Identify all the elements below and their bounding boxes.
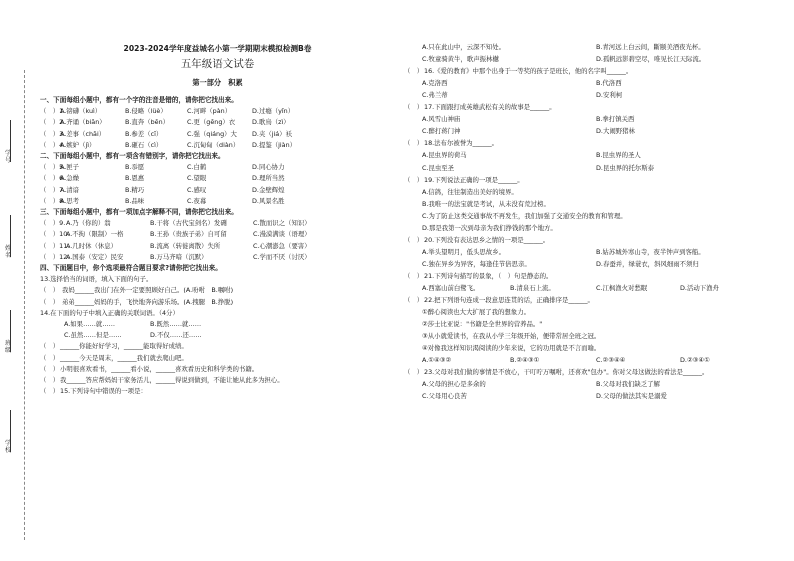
option[interactable]: A.举头望明月，低头思故乡。 <box>422 247 505 256</box>
option[interactable]: B.父母对我们缺乏了解 <box>596 380 660 389</box>
part-title: 第一部分 积累 <box>192 78 243 87</box>
option[interactable]: C.昆虫至圣 <box>422 163 455 172</box>
option[interactable]: A.不拘（限制）一格 <box>66 230 124 239</box>
sec3-heading: 三、下面每组小题中，都有一项加点字解释不同，请你把它找出来。 <box>40 208 238 216</box>
option[interactable]: C.弗兰蒂 <box>422 91 448 100</box>
option[interactable]: D.昆虫界的托尔斯泰 <box>596 163 655 172</box>
option[interactable]: C.感叹 <box>187 185 207 194</box>
exam-subtitle: 五年级语文试卷 <box>180 58 255 70</box>
statement: ④对像我这样知识渴阅读的少年来说，它的功用就是不言而喻。 <box>422 344 601 353</box>
answer-blank[interactable]: （ ）1. <box>40 107 66 116</box>
answer-blank[interactable]: （ ）10. <box>40 230 70 239</box>
school-line[interactable] <box>10 410 11 452</box>
option[interactable]: C.白鹤 <box>187 163 207 172</box>
answer-blank[interactable]: （ ）2. <box>40 118 66 127</box>
option[interactable]: C.牧童骑黄牛，歌声振林樾 <box>422 55 499 64</box>
left-column <box>40 0 395 561</box>
option[interactable]: A.国泰（安定）民安 <box>66 252 124 261</box>
statement: B.我唯一的法宝就是考试，从未没有荒过榜。 <box>422 199 550 208</box>
option[interactable]: A.几时休（休息） <box>66 241 118 250</box>
answer-blank[interactable]: （ ）5. <box>40 163 66 172</box>
sec2-heading: 二、下面每组小题中，都有一项含有错别字，请你把它找出来。 <box>40 152 225 160</box>
option[interactable]: D.活动下渔舟 <box>680 284 719 292</box>
option[interactable]: A.西塞山前白鹭飞。 <box>422 284 480 292</box>
answer-blank[interactable]: （ ） <box>40 342 60 351</box>
option[interactable]: A.昆虫界的荷马 <box>422 151 467 160</box>
binding-label-student-id: 学号 <box>4 150 11 164</box>
option[interactable]: C.强（qiáng）大 <box>187 129 237 138</box>
option[interactable]: C.心潮澎急（要害） <box>253 241 311 250</box>
question-13: 13.选择恰当的词语，填入下面的句子。 <box>40 275 153 284</box>
question: 19.下列说法正确的一项是______。 <box>424 175 524 184</box>
answer-blank[interactable]: （ ） <box>40 286 60 295</box>
question: 21.下列诗句描写的景象，（ ）句是静态的。 <box>424 271 553 280</box>
option[interactable]: A.匣子 <box>60 163 80 172</box>
conjunction-option[interactable]: D.不仅……还…… <box>150 331 202 340</box>
option[interactable]: B.王孙（贵族子弟）自可留 <box>150 230 227 239</box>
option[interactable]: D.歌鳥（zì） <box>252 118 290 127</box>
option[interactable]: C.父母用心良苦 <box>422 392 467 401</box>
option[interactable]: A.齐诵（biān） <box>60 118 106 127</box>
question-14: 14.在下面的句子中填入正确的关联词语。（4分） <box>40 308 179 317</box>
answer-blank[interactable]: （ ） <box>404 67 424 76</box>
option[interactable]: B.②④③① <box>510 356 540 365</box>
q14-sentence: ______今天是周末，______我们就去爬山吧。 <box>60 353 188 362</box>
option[interactable]: C.夜幕 <box>187 196 207 205</box>
question: 17.下面跟打成英雄武松有关的故事是______。 <box>424 103 556 112</box>
option[interactable]: D.父母的做法其实是溺爱 <box>596 392 667 401</box>
option[interactable]: D.大闹野猪林 <box>596 127 635 136</box>
option[interactable]: B.砸石（cì） <box>125 140 163 149</box>
option[interactable]: A.乃（你的）翁 <box>66 219 111 228</box>
conjunction-option[interactable]: A.如果……就…… <box>64 320 116 328</box>
binding-label-name: 姓名 <box>4 245 11 259</box>
option[interactable]: C.更（gēng）衣 <box>187 118 236 127</box>
sec4-heading: 四、下面题目中，你个选项最符合题目要求?请你把它找出来。 <box>40 264 222 272</box>
option[interactable]: B.品味 <box>125 196 145 205</box>
option[interactable]: B.直奔（bēn） <box>125 118 170 127</box>
option[interactable]: D.②③④① <box>680 356 710 365</box>
answer-blank[interactable]: （ ）4. <box>40 140 66 149</box>
option[interactable]: A.风雪山神庙 <box>422 115 461 124</box>
option[interactable]: A.思考 <box>60 196 80 205</box>
q14-sentence: 我______答应帮妈妈干家务活儿，______得说到做到，不能让她从此多为担心。 <box>60 376 284 384</box>
answer-blank[interactable]: （ ）9. <box>40 219 66 228</box>
question: 23.父母对我们做的事情是不放心，干叮咛万嘱咐，还喜欢"包办"。你对父母这做法的看法是______。 <box>424 368 709 377</box>
answer-blank[interactable]: （ ） <box>404 103 424 112</box>
option[interactable]: B.万马齐喑（沉默） <box>150 252 208 261</box>
option[interactable]: A.父母的担心是多余的 <box>422 380 486 389</box>
statement: ②莎士比亚说："书籍是全世界的营养品。" <box>422 320 543 329</box>
right-column <box>404 0 784 561</box>
q14-sentence: ______你能好好学习，______能取得好成绩。 <box>60 342 188 351</box>
option[interactable]: C.望眼 <box>187 174 207 183</box>
binding-label-school: 学校 <box>4 440 11 454</box>
option[interactable]: C.散而识之（知识） <box>253 219 311 228</box>
statement: C.为了防止这类交通事故不再发生，我们加强了交通安全的教育和管理。 <box>422 211 627 220</box>
option[interactable]: B.姑苏城外寒山寺，夜半钟声到客船。 <box>596 247 705 256</box>
option[interactable]: C.漫漠满谈（语理） <box>253 230 311 239</box>
option[interactable]: B.青河远上白云间，斷颐美酒夜光杯。 <box>596 43 705 51</box>
option[interactable]: A.清谙 <box>60 185 80 194</box>
statement: D.那是我第一次到母亲为我们挣钱的那个地方。 <box>422 223 557 232</box>
option[interactable]: A.镑礴（kuì） <box>60 107 102 116</box>
option[interactable]: B.精巧 <box>125 185 145 194</box>
option[interactable]: B.代洛西 <box>596 79 622 88</box>
option[interactable]: D.安利柯 <box>596 91 623 100</box>
conjunction-option[interactable]: B.既然……就…… <box>150 320 202 328</box>
question: 20.下列没有表达思乡之情的一项是______。 <box>424 235 550 244</box>
answer-blank[interactable]: （ ） <box>404 368 424 377</box>
answer-blank[interactable]: （ ）8. <box>40 196 66 205</box>
option[interactable]: B.忝愿 <box>125 163 145 172</box>
answer-blank[interactable]: （ ） <box>40 364 60 373</box>
option[interactable]: A.嫉妒（jì） <box>60 140 96 149</box>
answer-blank[interactable]: （ ） <box>404 175 424 184</box>
option[interactable]: B.侵略（lüè） <box>125 107 167 116</box>
option[interactable]: D.过瘾（yǐn） <box>252 107 295 116</box>
answer-blank[interactable]: （ ）7. <box>40 185 66 194</box>
binding-label-class: 班级 <box>4 340 11 354</box>
option[interactable]: B.拳打镇关西 <box>596 115 635 124</box>
option[interactable]: C.②③④④ <box>596 356 626 365</box>
option[interactable]: D.孤帆远影碧空尽，唯见长江天际流。 <box>596 55 706 64</box>
answer-blank[interactable]: （ ）3. <box>40 129 66 138</box>
option[interactable]: C.学而不厌（讨厌） <box>253 252 311 261</box>
answer-blank[interactable]: （ ） <box>404 139 424 148</box>
option[interactable]: D.金壁辉煌 <box>252 185 285 194</box>
statement: ①醉心阅读也大大扩展了我的想象力。 <box>422 308 530 317</box>
answer-blank[interactable]: （ ） <box>40 353 60 362</box>
answer-blank[interactable]: （ ） <box>40 376 60 384</box>
option[interactable]: D.同心协力 <box>252 163 285 172</box>
option[interactable]: C.河畔（pàn） <box>187 107 232 116</box>
answer-blank[interactable]: （ ） <box>404 235 424 244</box>
option[interactable]: D.理所当然 <box>252 174 285 183</box>
question: 16.《爱的教育》中那个出身于一等奖的孩子是班长，他的名字叫______。 <box>424 67 633 76</box>
option[interactable]: B.干将（古代宝剑名）发硎 <box>150 219 227 228</box>
question-15: 15.下列诗句中错误的一项是： <box>60 387 147 396</box>
question: 18.法布尔被誉为______。 <box>424 139 499 148</box>
name-line[interactable] <box>10 215 11 257</box>
answer-blank[interactable]: （ ）12. <box>40 252 70 261</box>
class-line[interactable] <box>10 310 11 352</box>
option[interactable]: A.差事（chāi） <box>60 129 106 138</box>
option[interactable]: B.清泉石上流。 <box>510 284 555 292</box>
option[interactable]: A.克洛西 <box>422 79 448 88</box>
answer-blank[interactable]: （ ）6. <box>40 174 66 183</box>
option[interactable]: C.江枫渔火对愁眠 <box>596 284 648 292</box>
option[interactable]: A.①④③② <box>422 356 452 365</box>
option[interactable]: A.急燥 <box>60 174 80 183</box>
q14-sentence: 小明很喜欢看书，______看小说，______喜欢看历史和科学类的书籍。 <box>60 364 259 373</box>
student-id-line[interactable] <box>10 120 11 162</box>
binding-margin <box>0 0 38 561</box>
option[interactable]: D.提鉴（jiàn） <box>252 140 297 149</box>
option[interactable]: C.醉打蒋门神 <box>422 127 461 136</box>
option[interactable]: C.沉甸甸（diàn） <box>187 140 240 149</box>
conjunction-option[interactable]: C.虽然……但是…… <box>64 331 122 340</box>
exam-title: 2023-2024学年度益城名小第一学期期末模拟检测B卷 <box>123 44 312 53</box>
q13-sentence: 我妈______我出门在外一定要照顾好自己。(A.吩咐 B.嘱咐) <box>62 286 234 295</box>
seal-line <box>24 70 25 540</box>
statement: ③从小就爱读书，在我从小学三年级开始，便带常居全班之冠。 <box>422 332 601 341</box>
answer-blank[interactable]: （ ） <box>40 297 60 306</box>
answer-blank[interactable]: （ ） <box>404 271 424 280</box>
option[interactable]: C.独在异乡为异客，每逢佳节倍思亲。 <box>422 259 531 268</box>
option[interactable]: A.只在此山中，云深不知处。 <box>422 43 505 51</box>
q13-sentence: 弟弟______妈妈的手，飞快地奔向游乐场。(A.拽腿 B.挣脱) <box>62 297 234 306</box>
answer-blank[interactable]: （ ） <box>40 387 60 396</box>
question: 22.把下列语句连成一段意思连贯的话，正确排序是______。 <box>424 296 594 305</box>
option[interactable]: B.流离（转徙离散）失所 <box>150 241 221 250</box>
option[interactable]: D.夹（jiá）袄 <box>252 129 292 138</box>
answer-blank[interactable]: （ ）11. <box>40 241 70 250</box>
answer-blank[interactable]: （ ） <box>404 296 424 305</box>
sec1-heading: 一、下面每组小题中，都有一个字的注音是错的，请你把它找出来。 <box>40 96 238 104</box>
option[interactable]: B.恩惠 <box>125 174 145 183</box>
option[interactable]: B.参差（cī） <box>125 129 163 138</box>
option[interactable]: D.春蚕并，绿蓑衣，斜风细雨不须归 <box>596 259 699 268</box>
option[interactable]: B.昆虫界的圣人 <box>596 151 641 160</box>
option[interactable]: D.风景名胜 <box>252 196 285 205</box>
statement: A.信鸽，往往制造出美好的境界。 <box>422 187 518 196</box>
